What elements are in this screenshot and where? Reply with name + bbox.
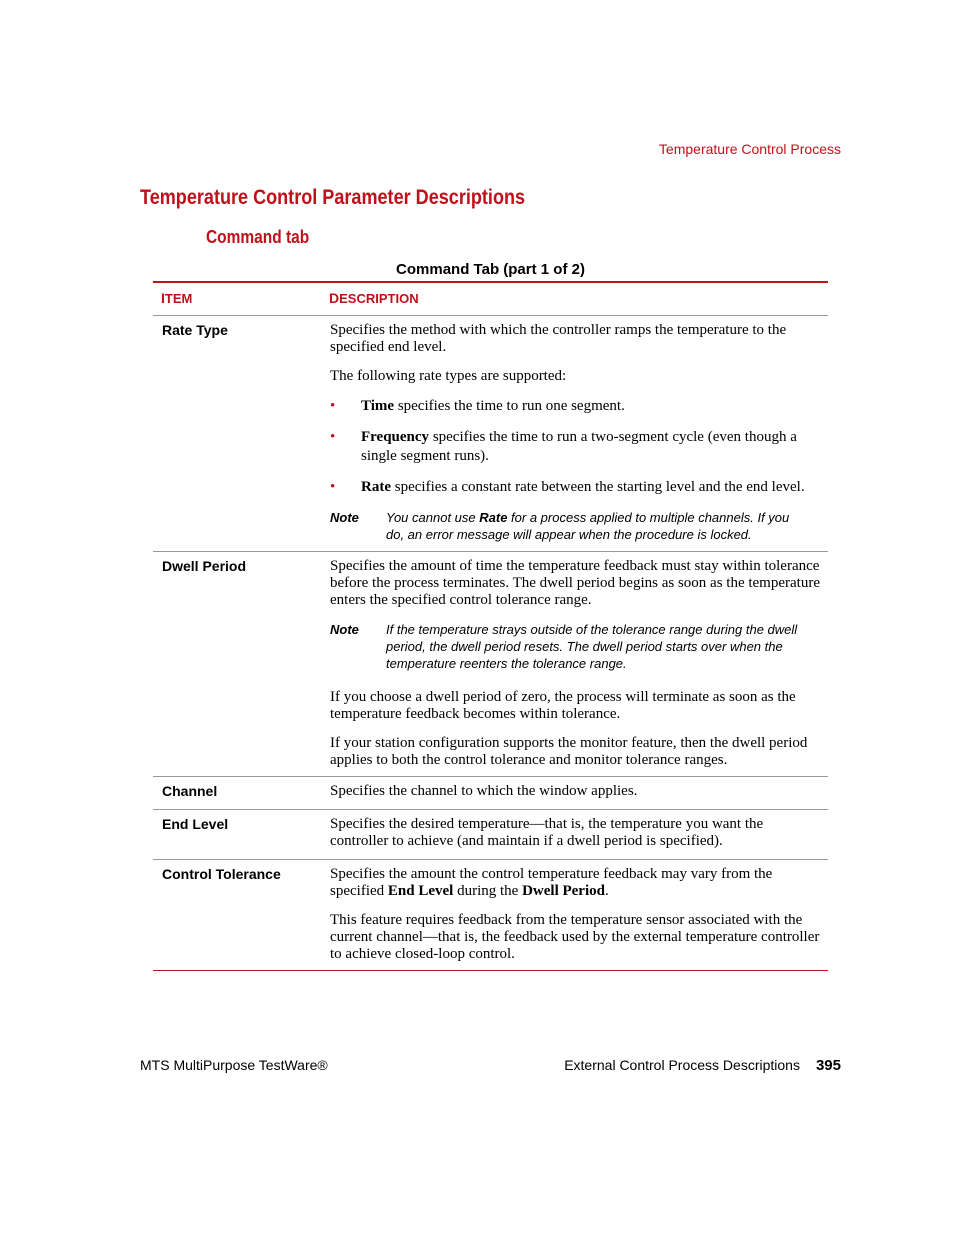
- list-item: [330, 397, 822, 416]
- paragraph: The following rate types are supported:: [330, 368, 567, 384]
- term-end-level: End Level: [387, 883, 454, 899]
- description-end-level: [330, 810, 828, 859]
- term-dwell-period: Dwell Period: [522, 883, 605, 899]
- item-dwell-period: Dwell Period: [162, 558, 247, 574]
- column-header-item-initial: I: [161, 290, 165, 306]
- list-item: [330, 478, 822, 497]
- term-frequency: Frequency: [361, 429, 430, 445]
- item-control-tolerance: Control Tolerance: [162, 866, 281, 882]
- page-number: 395: [815, 1057, 841, 1074]
- command-tab-table: [153, 281, 828, 971]
- note-text: If the temperature strays outside of the tolerance range during the dwell period, the dwell period resets. The dwell period starts over when the temperature reenters the tolerance range.: [386, 622, 798, 671]
- paragraph: Specifies the amount of time the temperature feedback must stay within tolerance before the process terminates. The dwell period begins as soon as the temperature enters the specified control tolerance range.: [330, 558, 820, 608]
- text-part: .: [604, 883, 609, 899]
- paragraph: Specifies the channel to which the window applies.: [330, 783, 638, 799]
- table-row-dwell-period: [153, 552, 828, 777]
- bullet-icon: •: [330, 429, 336, 445]
- paragraph: [330, 866, 822, 900]
- text-part: during the: [453, 883, 523, 899]
- table-row-channel: [153, 777, 828, 810]
- term-rate: Rate: [361, 479, 391, 495]
- column-header-description: [329, 283, 828, 315]
- column-header-item-rest: TEM: [164, 291, 193, 306]
- section-heading: Temperature Control Parameter Descriptions: [140, 186, 526, 209]
- paragraph: If your station configuration supports the monitor feature, then the dwell period applies to both the control tolerance and monitor tolerance ranges.: [330, 735, 808, 768]
- note-text-part: for a process applied to multiple channels. If you do, an error message will appear when the procedure is locked.: [386, 510, 790, 542]
- table-row-control-tolerance: [153, 860, 828, 970]
- paragraph: This feature requires feedback from the temperature sensor associated with the current channel—that is, the feedback used by the external temperature controller to achieve closed-loop control.: [330, 912, 820, 962]
- footer-product-name: MTS MultiPurpose TestWare®: [140, 1057, 328, 1073]
- term-time: Time: [361, 398, 395, 414]
- description-dwell-period: [330, 552, 828, 776]
- bullet-text: specifies a constant rate between the starting level and the end level.: [391, 479, 805, 495]
- column-header-description-rest: ESCRIPTION: [339, 291, 419, 306]
- item-end-level: End Level: [162, 816, 229, 832]
- rate-type-list: [330, 397, 822, 497]
- item-channel: Channel: [162, 783, 218, 799]
- table-header-row: [153, 283, 828, 316]
- table-row-rate-type: [153, 316, 828, 552]
- bullet-icon: •: [330, 398, 336, 414]
- note-term: Rate: [479, 510, 508, 525]
- description-control-tolerance: [330, 860, 828, 970]
- note-label: Note: [330, 510, 359, 525]
- subsection-heading: Command tab: [206, 227, 310, 247]
- paragraph: If you choose a dwell period of zero, the process will terminate as soon as the temperature feedback becomes within tolerance.: [330, 689, 796, 722]
- paragraph: Specifies the desired temperature—that is, the temperature you want the controller to achieve (and maintain if a dwell period is specified).: [330, 816, 764, 849]
- table-row-end-level: [153, 810, 828, 860]
- column-header-item: [153, 283, 329, 315]
- running-head: Temperature Control Process: [658, 141, 841, 157]
- column-header-description-initial: D: [329, 290, 340, 306]
- bullet-text: specifies the time to run one segment.: [394, 398, 625, 414]
- note-text: [386, 509, 822, 543]
- footer-right: [564, 1057, 841, 1074]
- note-rate-type: [330, 509, 822, 543]
- table-caption: Command Tab (part 1 of 2): [396, 261, 585, 278]
- paragraph: Specifies the method with which the controller ramps the temperature to the specified end level.: [330, 322, 787, 355]
- bullet-text: specifies the time to run a two-segment cycle (even though a single segment runs).: [361, 429, 797, 464]
- footer-chapter-title: External Control Process Descriptions: [564, 1057, 800, 1073]
- note-dwell-period: [330, 621, 822, 672]
- note-text-part: You cannot use: [386, 510, 480, 525]
- text-part: Specifies the amount the control temperature feedback may vary from the specified: [330, 866, 773, 899]
- description-channel: [330, 777, 828, 809]
- bullet-icon: •: [330, 479, 336, 495]
- note-label: Note: [330, 622, 359, 637]
- item-rate-type: Rate Type: [162, 322, 228, 338]
- description-rate-type: [330, 316, 828, 551]
- list-item: [330, 428, 822, 466]
